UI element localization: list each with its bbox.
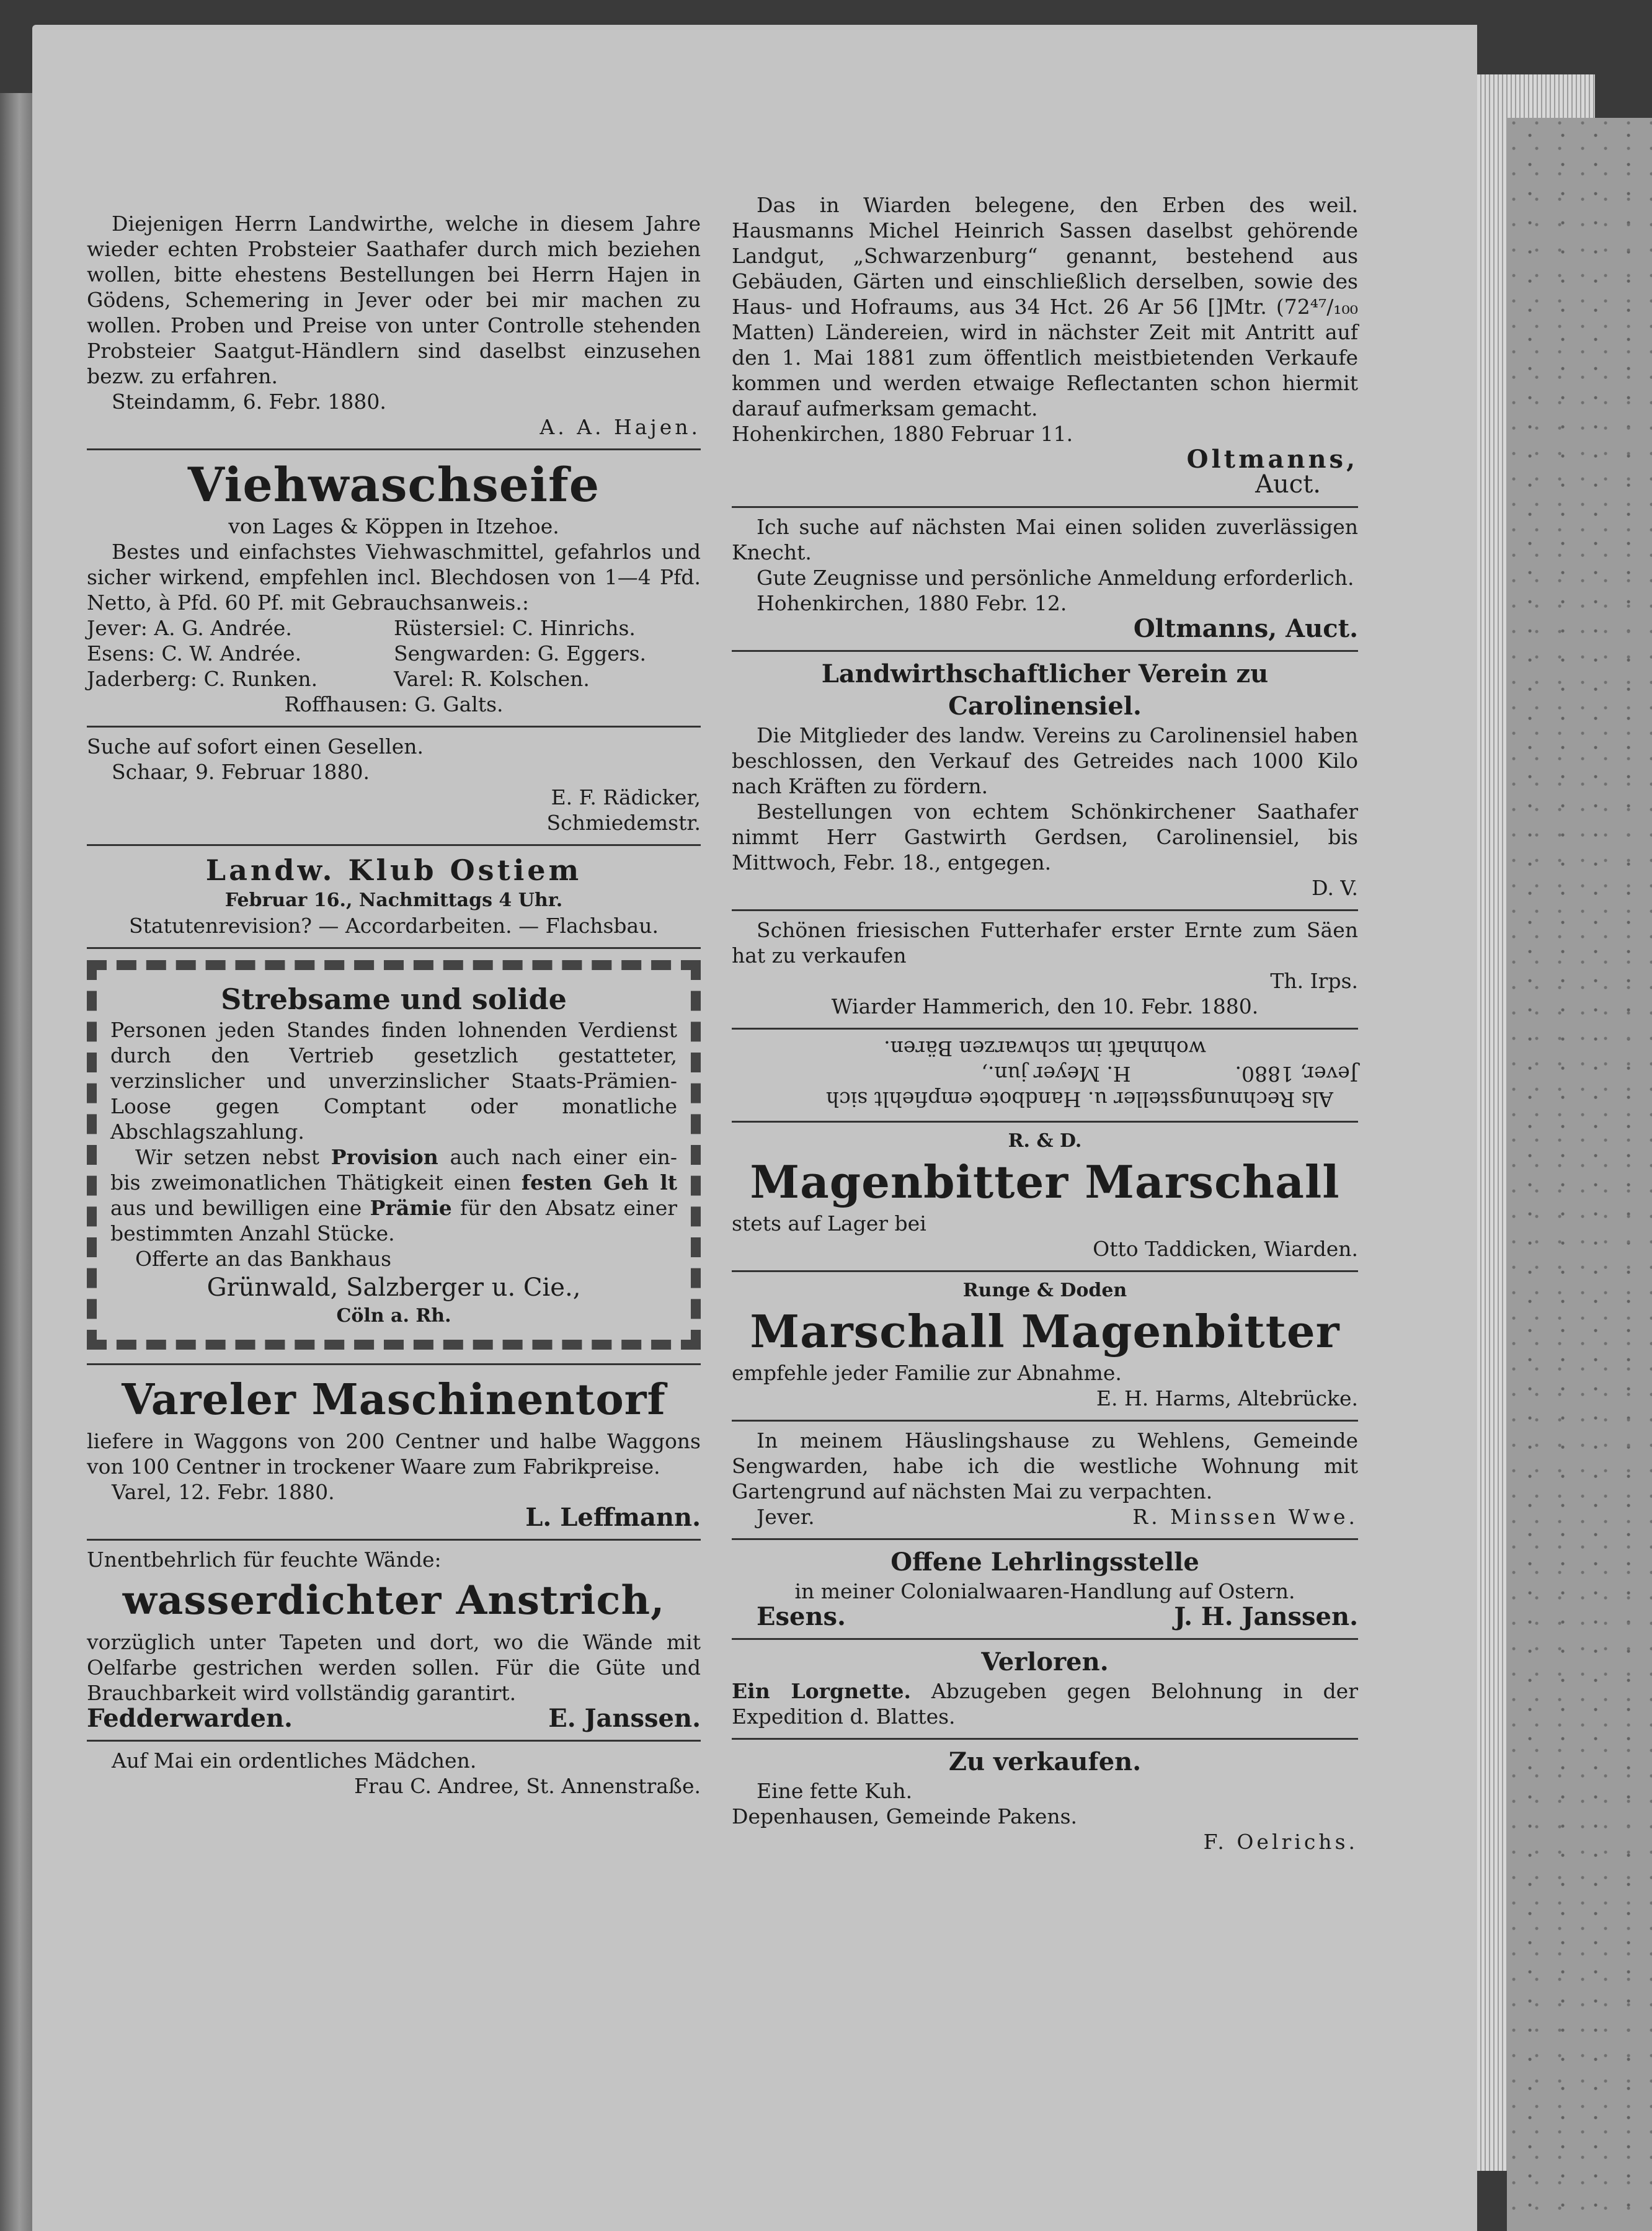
ad-text: Schönen friesischen Futterhafer erster Ernte zum Säen hat zu verkaufen <box>732 918 1358 968</box>
ad-text: Bestes und einfachstes Viehwaschmittel, gefahrlos und sicher wirkend, empfehlen incl. Blechdosen von 1—4 Pfd. Netto, à Pfd. 60 Pf. mit Gebrauchsanweis.: <box>87 540 701 615</box>
dealer-item: Rüstersiel: C. Hinrichs. <box>394 616 636 640</box>
ad-place-date: Schaar, 9. Februar 1880. <box>112 760 370 784</box>
ad-text: Als Rechnungssteller u. Handbote empfiehlt sich <box>826 1087 1333 1111</box>
ad-place-date: Steindamm, 6. Febr. 1880. <box>112 390 386 414</box>
text-emphasis: festen Geh lt <box>521 1170 677 1195</box>
ad-title: wasserdichter Anstrich, <box>122 1577 665 1624</box>
upside-down-block <box>732 1036 1358 1112</box>
ad-place: Jever. <box>757 1505 815 1529</box>
ad-sign-row <box>732 1504 1358 1530</box>
ad-place: Depenhausen, Gemeinde Pakens. <box>732 1804 1078 1828</box>
ad-lehrlingsstelle <box>732 1540 1358 1640</box>
ad-signature: Th. Irps. <box>1270 969 1358 993</box>
text-part: auch nach einer ein- bis zweimonatlichen Thätigkeit einen <box>110 1145 677 1195</box>
ad-signature: L. Leffmann. <box>525 1503 701 1532</box>
dealer-item: Varel: R. Kolschen. <box>394 667 590 691</box>
ad-title: Zu verkaufen. <box>948 1747 1142 1776</box>
ad-sign-row <box>87 1706 701 1731</box>
ad-title: Landw. Klub Ostiem <box>205 853 582 887</box>
book-cover-edge <box>1507 118 1652 2231</box>
ad-title: Verloren. <box>981 1647 1109 1677</box>
ad-title: Landwirthschaftlicher Verein zu Carolinensiel. <box>821 659 1269 721</box>
ad-signature: J. H. Janssen. <box>1174 1602 1358 1631</box>
ad-magenbitter-taddicken <box>732 1123 1358 1272</box>
ad-text-2: Jever, 1880. H. Meyer jun., <box>981 1062 1358 1086</box>
ad-pre: Runge & Doden <box>962 1280 1127 1301</box>
dealer-item: Jaderberg: C. Runken. <box>87 667 318 691</box>
ad-text-3: wohnhaft im schwarzen Bären. <box>884 1036 1206 1061</box>
ad-signature: Oltmanns, Auct. <box>1133 614 1358 643</box>
ad-landw-klub <box>87 846 701 949</box>
ad-text: liefere in Waggons von 200 Centner und halbe Waggons von 100 Centner in trockener Waare zum Fabrikpreise. <box>87 1429 701 1479</box>
ad-signature: E. H. Harms, Altebrücke. <box>1096 1386 1358 1410</box>
ad-text: Die Mitglieder des landw. Vereins zu Carolinensiel haben beschlossen, den Verkauf des Getreides nach 1000 Kilo nach Kräften zu fördern. <box>732 723 1358 798</box>
ad-knecht <box>732 508 1358 652</box>
ad-landgut-schwarzenburg <box>732 186 1358 508</box>
ad-signature: A. A. Hajen. <box>540 415 701 439</box>
dealer-item: Sengwarden: G. Eggers. <box>394 641 646 666</box>
ad-signature: E. Janssen. <box>548 1704 701 1733</box>
ad-pre: Unentbehrlich für feuchte Wände: <box>87 1547 442 1572</box>
ad-text: Das in Wiarden belegene, den Erben des weil. Hausmanns Michel Heinrich Sassen daselbst gehörende Landgut, „Schwarzenburg“ genannt, bestehend aus Gebäuden, Gärten und einschließlich derselben, sowie des Haus- und Hofraums, aus 34 Hct. 26 Ar 56 []Mtr. (72⁴⁷/₁₀₀ Matten) Ländereien, wird in nächster Zeit mit Antritt auf den 1. Mai 1881 zum öffentlich meistbietenden Verkaufe kommen und werden etwaige Reflectanten schon hiermit darauf aufmerksam gemacht. <box>732 193 1358 421</box>
ad-text: Statutenrevision? — Accordarbeiten. — Flachsbau. <box>129 914 659 938</box>
ad-verloren <box>732 1640 1358 1740</box>
ad-place-date: Hohenkirchen, 1880 Februar 11. <box>732 422 1073 446</box>
dealer-item-last: Roffhausen: G. Galts. <box>284 692 504 716</box>
dealer-item: Esens: C. W. Andrée. <box>87 641 302 666</box>
ad-title: Marschall Magenbitter <box>750 1305 1340 1358</box>
ad-pre: R. & D. <box>1008 1130 1082 1152</box>
dealer-list <box>87 615 701 692</box>
bank-city: Cöln a. Rh. <box>336 1305 451 1327</box>
ad-text: vorzüglich unter Tapeten und dort, wo die Wände mit Oelfarbe gestrichen werden sollen. Für die Güte und Brauchbarkeit wird vollständig garantirt. <box>87 1630 701 1705</box>
ad-place-date: Varel, 12. Febr. 1880. <box>112 1480 335 1504</box>
ad-text: Eine fette Kuh. <box>757 1779 913 1803</box>
previous-page-edge <box>0 93 32 2231</box>
ad-text: Ich suche auf nächsten Mai einen soliden zuverlässigen Knecht. <box>732 515 1358 564</box>
ad-signature: D. V. <box>1312 876 1358 900</box>
ad-text-3: Offerte an das Bankhaus <box>135 1247 392 1271</box>
ad-wohnung-wehlens <box>732 1422 1358 1540</box>
text-part: Wir setzen nebst <box>135 1145 320 1169</box>
ad-date: Februar 16., Nachmittags 4 Uhr. <box>224 889 563 911</box>
left-column <box>87 205 701 1807</box>
ad-text: stets auf Lager bei <box>732 1211 926 1236</box>
ad-signature-title: Auct. <box>1255 470 1321 499</box>
ad-text: In meinem Häuslingshause zu Wehlens, Gemeinde Sengwarden, habe ich die westliche Wohnung mit Gartengrund auf nächsten Mai zu verpachten. <box>732 1428 1358 1503</box>
dealer-item: Jever: A. G. Andrée. <box>87 616 292 640</box>
ad-viehwaschseife <box>87 450 701 728</box>
ad-signature: E. F. Rädicker, <box>551 785 701 809</box>
right-column <box>732 186 1358 1863</box>
ad-signature: Oltmanns, <box>1186 445 1358 474</box>
ad-place-date: Wiarder Hammerich, den 10. Febr. 1880. <box>831 994 1259 1018</box>
ad-signature: Otto Taddicken, Wiarden. <box>1093 1237 1358 1261</box>
ad-text: Auf Mai ein ordentliches Mädchen. <box>112 1748 477 1773</box>
ad-place-date: Hohenkirchen, 1880 Febr. 12. <box>757 591 1067 615</box>
ad-landw-verein <box>732 652 1358 911</box>
ad-text: empfehle jeder Familie zur Abnahme. <box>732 1361 1122 1385</box>
ad-geselle <box>87 728 701 846</box>
ad-text <box>732 1678 1358 1729</box>
ad-title: Vareler Maschinentorf <box>122 1375 666 1425</box>
ad-title: Strebsame und solide <box>221 982 567 1016</box>
text-emphasis: Ein Lorgnette. <box>732 1679 912 1703</box>
ad-title: Offene Lehrlingsstelle <box>890 1547 1199 1577</box>
ad-zu-verkaufen <box>732 1740 1358 1863</box>
ad-probsteier-saathafer <box>87 205 701 450</box>
text-part: aus und bewilligen eine <box>110 1196 362 1220</box>
decorative-frame <box>87 960 701 1350</box>
text-part: Abzugeben gegen Belohnung in der Expedition d. Blattes. <box>732 1679 1358 1729</box>
ad-text: Personen jeden Standes finden lohnenden Verdienst durch den Vertrieb gesetzlich gestatteter, verzinslicher und unverzinslicher Staats-Prämien-Loose gegen Comptant oder monatliche Abschlagszahlung. <box>110 1018 677 1144</box>
ad-signature: F. Oelrichs. <box>1203 1830 1358 1854</box>
text-part: für den Absatz einer bestimmten Anzahl Stücke. <box>110 1196 677 1245</box>
ad-text-2: Gute Zeugnisse und persönliche Anmeldung erforderlich. <box>757 566 1354 590</box>
ad-text-2 <box>110 1144 677 1246</box>
ad-place: Esens. <box>757 1602 846 1631</box>
ad-title: Viehwaschseife <box>187 457 600 512</box>
ad-futterhafer <box>732 911 1358 1030</box>
ad-title: Magenbitter Marschall <box>750 1156 1340 1208</box>
ad-maedchen <box>87 1742 701 1807</box>
ad-subtitle: von Lages & Köppen in Itzehoe. <box>228 514 559 538</box>
ad-place: Fedderwarden. <box>87 1704 293 1733</box>
ad-text: Suche auf sofort einen Gesellen. <box>87 734 424 759</box>
ad-text: Diejenigen Herrn Landwirthe, welche in diesem Jahre wieder echten Probsteier Saathafer durch mich beziehen wollen, bitte ehestens Bestellungen bei Herrn Hajen in Gödens, Schemering in Jever oder bei mir machen zu wollen. Proben und Preise von unter Controlle stehenden Probsteier Saatgut-Händlern sind daselbst einzusehen bezw. zu erfahren. <box>87 212 701 388</box>
ad-staats-praemien-loose <box>87 949 701 1365</box>
ad-signature: R. Minssen Wwe. <box>1132 1505 1358 1529</box>
ad-signature: Frau C. Andree, St. Annenstraße. <box>354 1774 701 1798</box>
ad-maschinentorf <box>87 1365 701 1541</box>
ad-text-2: Bestellungen von echtem Schönkirchener Saathafer nimmt Herr Gastwirth Gerdsen, Carolinensiel, bis Mittwoch, Febr. 18., entgegen. <box>732 799 1358 875</box>
bank-name: Grünwald, Salzberger u. Cie., <box>206 1273 581 1302</box>
ad-magenbitter-harms <box>732 1272 1358 1422</box>
text-emphasis: Prämie <box>370 1196 452 1220</box>
ad-rechnungssteller-upside-down <box>732 1030 1358 1123</box>
ad-signature-title: Schmiedemstr. <box>546 811 701 835</box>
text-emphasis: Provision <box>331 1145 438 1169</box>
ad-text: in meiner Colonialwaaren-Handlung auf Ostern. <box>794 1579 1295 1603</box>
ad-sign-row <box>732 1604 1358 1629</box>
ad-anstrich <box>87 1541 701 1742</box>
